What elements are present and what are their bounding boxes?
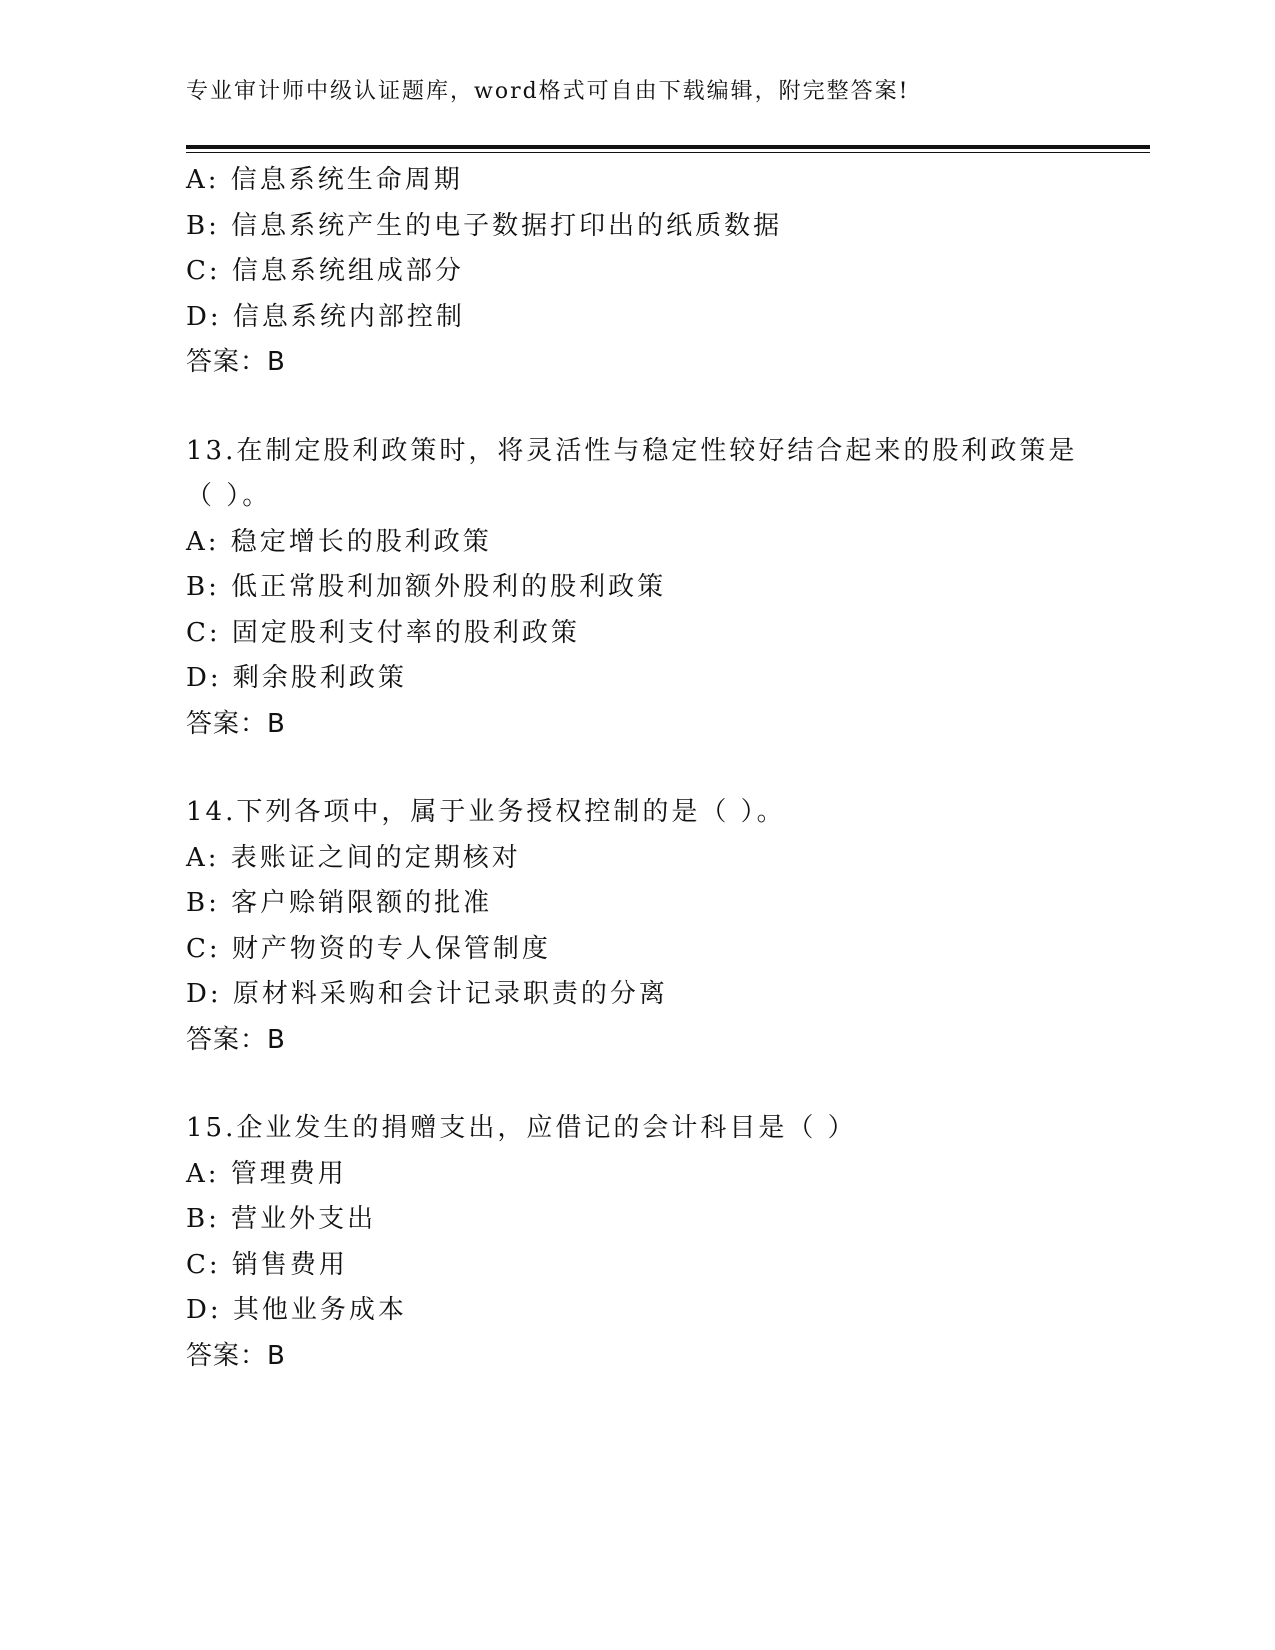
option-a: A: 信息系统生命周期 bbox=[186, 165, 463, 195]
option-d: D: 其他业务成本 bbox=[186, 1295, 407, 1325]
question-text: 13.在制定股利政策时，将灵活性与稳定性较好结合起来的股利政策是 bbox=[186, 435, 1078, 466]
question-14 bbox=[186, 790, 1150, 1063]
option-b: B: 信息系统产生的电子数据打印出的纸质数据 bbox=[186, 210, 783, 241]
option-c: C: 固定股利支付率的股利政策 bbox=[186, 617, 580, 648]
option-a: A: 管理费用 bbox=[186, 1158, 347, 1189]
answer: 答案：B bbox=[186, 347, 286, 377]
question-text: 14.下列各项中，属于业务授权控制的是（ ）。 bbox=[186, 797, 786, 827]
question-12-tail bbox=[186, 158, 1150, 386]
option-c: C: 财产物资的专人保管制度 bbox=[186, 933, 551, 964]
header-rule-thin bbox=[186, 152, 1150, 153]
option-a: A: 稳定增长的股利政策 bbox=[186, 526, 492, 557]
answer: 答案：B bbox=[186, 1340, 286, 1371]
option-d: D: 信息系统内部控制 bbox=[186, 301, 465, 332]
question-text: 15.企业发生的捐赠支出，应借记的会计科目是（ ） bbox=[186, 1113, 857, 1143]
question-15 bbox=[186, 1106, 1150, 1379]
answer: 答案：B bbox=[186, 1024, 286, 1055]
option-d: D: 原材料采购和会计记录职责的分离 bbox=[186, 979, 668, 1009]
page-header: 专业审计师中级认证题库，word格式可自由下载编辑，附完整答案! bbox=[186, 79, 910, 104]
option-a: A: 表账证之间的定期核对 bbox=[186, 842, 521, 873]
option-c: C: 信息系统组成部分 bbox=[186, 256, 464, 286]
option-b: B: 低正常股利加额外股利的股利政策 bbox=[186, 572, 667, 602]
option-c: C: 销售费用 bbox=[186, 1249, 348, 1280]
option-b: B: 客户赊销限额的批准 bbox=[186, 888, 493, 918]
question-13 bbox=[186, 429, 1150, 748]
question-text-cont: （ ）。 bbox=[186, 481, 272, 511]
option-d: D: 剩余股利政策 bbox=[186, 663, 407, 693]
option-b: B: 营业外支出 bbox=[186, 1204, 377, 1234]
question-list bbox=[186, 158, 1150, 1379]
header-rule-thick bbox=[186, 145, 1150, 149]
answer: 答案：B bbox=[186, 708, 286, 739]
